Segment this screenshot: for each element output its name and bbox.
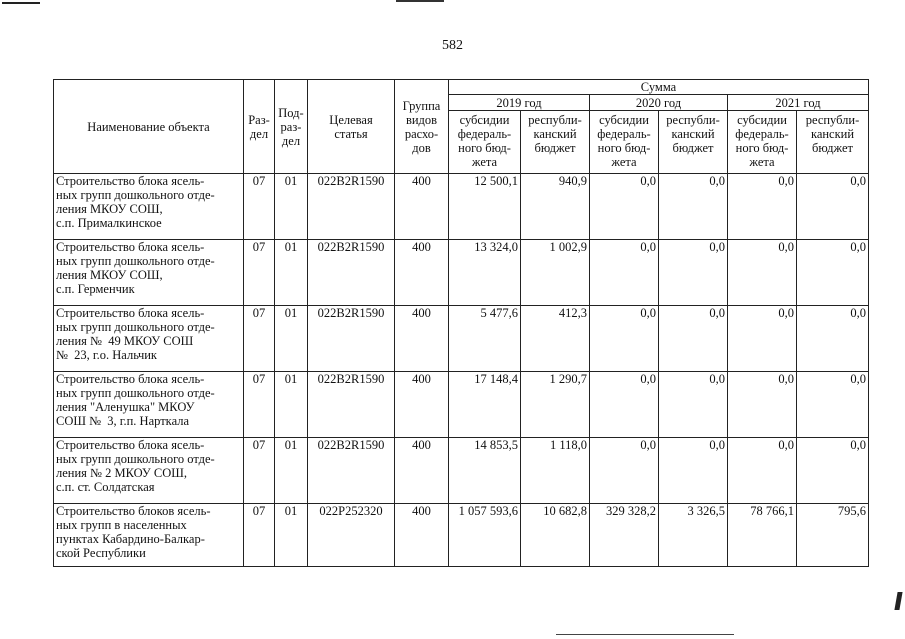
- header-summa: Сумма: [449, 80, 869, 95]
- header-razdel: Раз- дел: [244, 80, 275, 174]
- razdel-cell: 07: [244, 504, 275, 567]
- amount-2019-fed: 17 148,4: [449, 372, 521, 438]
- podrazdel-cell: 01: [275, 504, 308, 567]
- object-name: Строительство блока ясель- ных групп дошкольного отде- ления МКОУ СОШ, с.п. Герменчик: [54, 240, 244, 306]
- scan-artifact-top-center: [396, 0, 444, 2]
- amount-2019-resp: 1 290,7: [521, 372, 590, 438]
- amount-2019-resp: 412,3: [521, 306, 590, 372]
- razdel-cell: 07: [244, 372, 275, 438]
- amount-2020-resp: 0,0: [659, 240, 728, 306]
- budget-table: [53, 79, 869, 567]
- razdel-cell: 07: [244, 174, 275, 240]
- header-podrazdel: Под- раз- дел: [275, 80, 308, 174]
- header-celevaya: Целевая статья: [308, 80, 395, 174]
- razdel-cell: 07: [244, 240, 275, 306]
- amount-2020-fed: 0,0: [590, 306, 659, 372]
- amount-2021-fed: 0,0: [728, 174, 797, 240]
- amount-2020-fed: 329 328,2: [590, 504, 659, 567]
- amount-2020-fed: 0,0: [590, 240, 659, 306]
- amount-2020-resp: 3 326,5: [659, 504, 728, 567]
- amount-2020-resp: 0,0: [659, 438, 728, 504]
- header-year-2019: 2019 год: [449, 95, 590, 111]
- amount-2021-fed: 0,0: [728, 438, 797, 504]
- amount-2021-resp: 0,0: [797, 438, 869, 504]
- amount-2020-resp: 0,0: [659, 306, 728, 372]
- amount-2020-resp: 0,0: [659, 372, 728, 438]
- object-name: Строительство блока ясель- ных групп дошкольного отде- ления МКОУ СОШ, с.п. Прималкинское: [54, 174, 244, 240]
- razdel-cell: 07: [244, 306, 275, 372]
- amount-2019-fed: 1 057 593,6: [449, 504, 521, 567]
- amount-2020-fed: 0,0: [590, 372, 659, 438]
- scan-artifact-right: [894, 592, 902, 610]
- amount-2019-resp: 940,9: [521, 174, 590, 240]
- table-row: [54, 372, 869, 438]
- gruppa-cell: 400: [395, 306, 449, 372]
- amount-2021-resp: 0,0: [797, 372, 869, 438]
- header-2020-resp: республи- канский бюджет: [659, 111, 728, 174]
- gruppa-cell: 400: [395, 504, 449, 567]
- object-name: Строительство блока ясель- ных групп дошкольного отде- ления № 2 МКОУ СОШ, с.п. ст. Солдатская: [54, 438, 244, 504]
- amount-2021-resp: 795,6: [797, 504, 869, 567]
- header-2019-resp: республи- канский бюджет: [521, 111, 590, 174]
- amount-2021-fed: 0,0: [728, 306, 797, 372]
- gruppa-cell: 400: [395, 174, 449, 240]
- celevaya-cell: 022B2R1590: [308, 240, 395, 306]
- object-name: Строительство блока ясель- ных групп дошкольного отде- ления № 49 МКОУ СОШ № 23, г.о. Нальчик: [54, 306, 244, 372]
- amount-2019-fed: 5 477,6: [449, 306, 521, 372]
- amount-2019-resp: 1 002,9: [521, 240, 590, 306]
- page-number: 582: [442, 38, 463, 53]
- header-year-2021: 2021 год: [728, 95, 869, 111]
- header-2021-fed: субсидии федераль- ного бюд- жета: [728, 111, 797, 174]
- amount-2021-resp: 0,0: [797, 174, 869, 240]
- amount-2021-resp: 0,0: [797, 306, 869, 372]
- amount-2021-fed: 0,0: [728, 372, 797, 438]
- header-2020-fed: субсидии федераль- ного бюд- жета: [590, 111, 659, 174]
- header-2019-fed: субсидии федераль- ного бюд- жета: [449, 111, 521, 174]
- celevaya-cell: 022B2R1590: [308, 306, 395, 372]
- podrazdel-cell: 01: [275, 240, 308, 306]
- amount-2019-fed: 13 324,0: [449, 240, 521, 306]
- celevaya-cell: 022P252320: [308, 504, 395, 567]
- gruppa-cell: 400: [395, 438, 449, 504]
- celevaya-cell: 022B2R1590: [308, 438, 395, 504]
- celevaya-cell: 022B2R1590: [308, 372, 395, 438]
- table-row: [54, 438, 869, 504]
- gruppa-cell: 400: [395, 240, 449, 306]
- table-row: [54, 174, 869, 240]
- gruppa-cell: 400: [395, 372, 449, 438]
- amount-2020-fed: 0,0: [590, 438, 659, 504]
- amount-2020-resp: 0,0: [659, 174, 728, 240]
- scan-artifact-top-left: [2, 2, 40, 4]
- amount-2020-fed: 0,0: [590, 174, 659, 240]
- header-name: Наименование объекта: [54, 80, 244, 174]
- object-name: Строительство блоков ясель- ных групп в населенных пунктах Кабардино-Балкар- ской Республики: [54, 504, 244, 567]
- podrazdel-cell: 01: [275, 306, 308, 372]
- razdel-cell: 07: [244, 438, 275, 504]
- object-name: Строительство блока ясель- ных групп дошкольного отде- ления "Аленушка" МКОУ СОШ № 3, г.п. Нарткала: [54, 372, 244, 438]
- amount-2019-fed: 12 500,1: [449, 174, 521, 240]
- podrazdel-cell: 01: [275, 372, 308, 438]
- scan-artifact-bottom: [556, 634, 734, 635]
- amount-2019-fed: 14 853,5: [449, 438, 521, 504]
- header-2021-resp: республи- канский бюджет: [797, 111, 869, 174]
- header-gruppa: Группа видов расхо- дов: [395, 80, 449, 174]
- header-year-2020: 2020 год: [590, 95, 728, 111]
- table-row: [54, 240, 869, 306]
- table-row: [54, 306, 869, 372]
- podrazdel-cell: 01: [275, 438, 308, 504]
- amount-2019-resp: 10 682,8: [521, 504, 590, 567]
- amount-2021-resp: 0,0: [797, 240, 869, 306]
- amount-2019-resp: 1 118,0: [521, 438, 590, 504]
- podrazdel-cell: 01: [275, 174, 308, 240]
- celevaya-cell: 022B2R1590: [308, 174, 395, 240]
- amount-2021-fed: 78 766,1: [728, 504, 797, 567]
- table-row: [54, 504, 869, 567]
- amount-2021-fed: 0,0: [728, 240, 797, 306]
